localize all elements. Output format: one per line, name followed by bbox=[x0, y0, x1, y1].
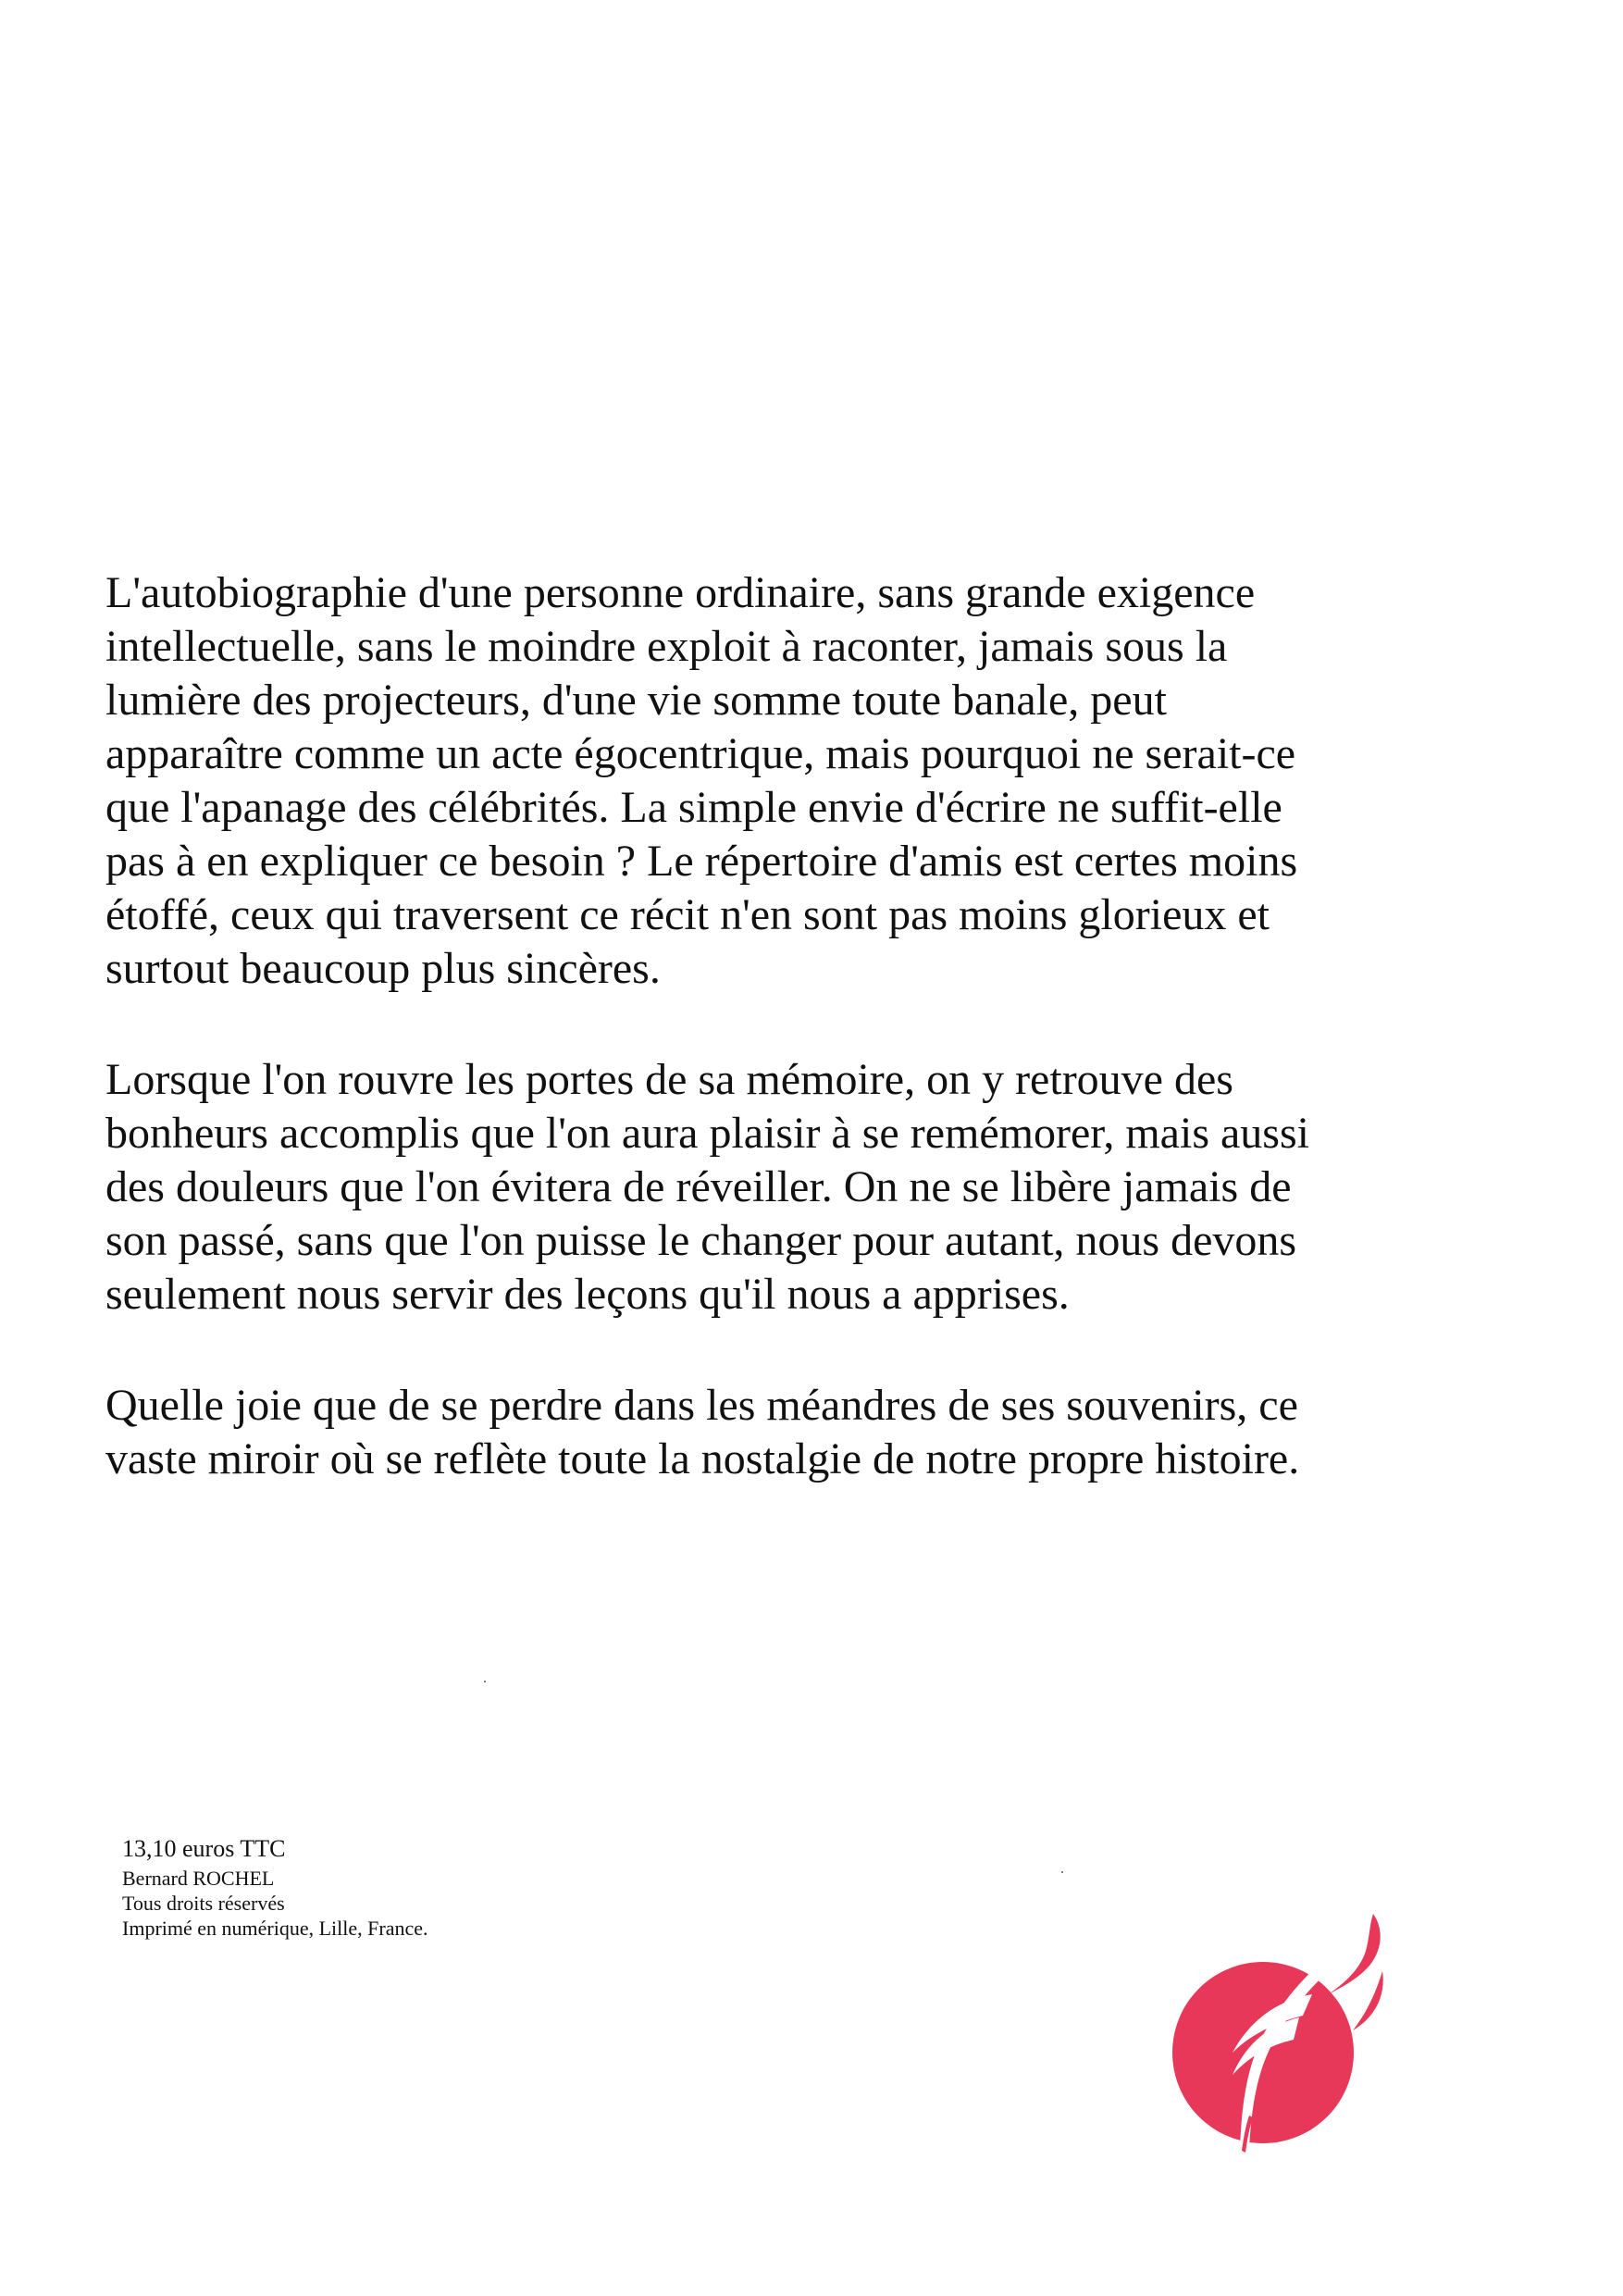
author-name: Bernard ROCHEL bbox=[122, 1867, 275, 1890]
blurb-line: Quelle joie que de se perdre dans les méandres de ses souvenirs, ce bbox=[105, 1381, 1298, 1430]
blurb-line: étoffé, ceux qui traversent ce récit n'en sont pas moins glorieux et bbox=[105, 890, 1270, 939]
rights-notice: Tous droits réservés bbox=[122, 1892, 285, 1915]
blurb-line: bonheurs accomplis que l'on aura plaisir à se remémorer, mais aussi bbox=[105, 1109, 1309, 1158]
blurb-paragraph-1 bbox=[105, 566, 1493, 996]
printer-mark-dot bbox=[484, 1681, 486, 1682]
blurb-line: apparaître comme un acte égocentrique, mais pourquoi ne serait-ce bbox=[105, 729, 1296, 778]
blurb-line: L'autobiographie d'une personne ordinaire, sans grande exigence bbox=[105, 568, 1256, 617]
blurb-line: des douleurs que l'on évitera de réveiller. On ne se libère jamais de bbox=[105, 1162, 1292, 1211]
blurb-line: intellectuelle, sans le moindre exploit à raconter, jamais sous la bbox=[105, 622, 1228, 671]
blurb-paragraph-2 bbox=[105, 1053, 1493, 1322]
blurb-line: seulement nous servir des leçons qu'il nous a apprises. bbox=[105, 1270, 1070, 1319]
price-label: 13,10 euros TTC bbox=[122, 1835, 286, 1862]
blurb-line: pas à en expliquer ce besoin ? Le répertoire d'amis est certes moins bbox=[105, 837, 1298, 886]
printing-notice: Imprimé en numérique, Lille, France. bbox=[122, 1917, 428, 1940]
quill-circle-logo-icon bbox=[1164, 1906, 1395, 2156]
blurb-line: que l'apanage des célébrités. La simple envie d'écrire ne suffit-elle bbox=[105, 783, 1282, 832]
imprint-block bbox=[122, 1835, 428, 1941]
blurb-line: surtout beaucoup plus sincères. bbox=[105, 944, 661, 993]
printer-mark-dot bbox=[1061, 1871, 1063, 1873]
blurb-line: Lorsque l'on rouvre les portes de sa mémoire, on y retrouve des bbox=[105, 1055, 1233, 1104]
blurb-line: son passé, sans que l'on puisse le changer pour autant, nous devons bbox=[105, 1216, 1297, 1265]
back-cover-blurb bbox=[105, 566, 1493, 1544]
blurb-line: lumière des projecteurs, d'une vie somme toute banale, peut bbox=[105, 676, 1167, 725]
blurb-paragraph-3 bbox=[105, 1379, 1493, 1486]
blurb-line: vaste miroir où se reflète toute la nostalgie de notre propre histoire. bbox=[105, 1434, 1300, 1483]
